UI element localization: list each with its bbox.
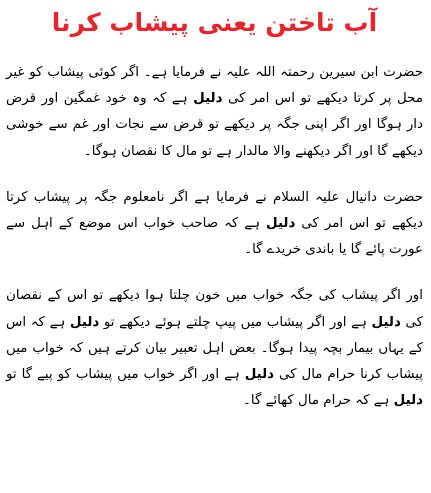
emphasis-text: دلیل <box>69 314 100 330</box>
emphasis-text: دلیل <box>244 367 275 383</box>
emphasis-text: دلیل <box>193 91 223 107</box>
paragraph-text: حضرت دانیال علیہ السلام نے فرمایا ہے اگر نامعلوم جگہ پر پیشاب کرتا دیکھے تو اس امر کی <box>6 189 423 232</box>
paragraph-text: حضرت ابن سیرین رحمتہ اللہ علیہ نے فرمایا ہے۔ اگر کوئی پیشاب کو غیر محل پر کرتا دیکھے تو اس امر کی <box>6 65 423 107</box>
paragraph-1 <box>6 60 423 165</box>
paragraph-3 <box>6 283 423 414</box>
paragraph-text: اور اگر پیشاب کی جگہ خواب میں خون چلتا ہوا دیکھے تو اس کے نقصان کی <box>6 288 424 330</box>
paragraph-text: ہے کہ حرام مال کھائے گا۔ <box>243 393 394 409</box>
paragraph-text: ہے اور اگر پیشاب میں پیپ چلتے ہوئے دیکھے تو <box>99 314 372 330</box>
emphasis-text: دلیل <box>371 314 401 330</box>
paragraph-text: ہے کہ اس کے یہاں بیمار بچہ پیدا ہوگا۔ بعض اہل تعبیر بیان کرتے ہیں کہ خواب میں پیشاب کرنا حرام مال کی <box>6 314 423 383</box>
paragraph-text: ہے کہ وہ خود غمگین اور قرض دار ہوگا اور اگر اپنی جگہ پر دیکھے تو قرض سے نجات اور غم سے خوشی دیکھے گا اور اگر دیکھنے والا مالدار ہے تو مال کا نقصان ہوگا۔ <box>6 91 423 159</box>
paragraph-text: ہے اور اگر خواب میں پیشاب کو پیے گا تو <box>6 367 245 383</box>
emphasis-text: دلیل <box>266 216 296 232</box>
document-title: آب تاختن یعنی پیشاب کرنا <box>51 8 378 37</box>
emphasis-text: دلیل <box>393 393 423 409</box>
paragraph-2 <box>6 185 423 264</box>
paragraph-text: ہے کہ صاحب خواب اس موضع کے اہل سے عورت پائے گا یا باندی خریدے گا۔ <box>6 216 423 258</box>
